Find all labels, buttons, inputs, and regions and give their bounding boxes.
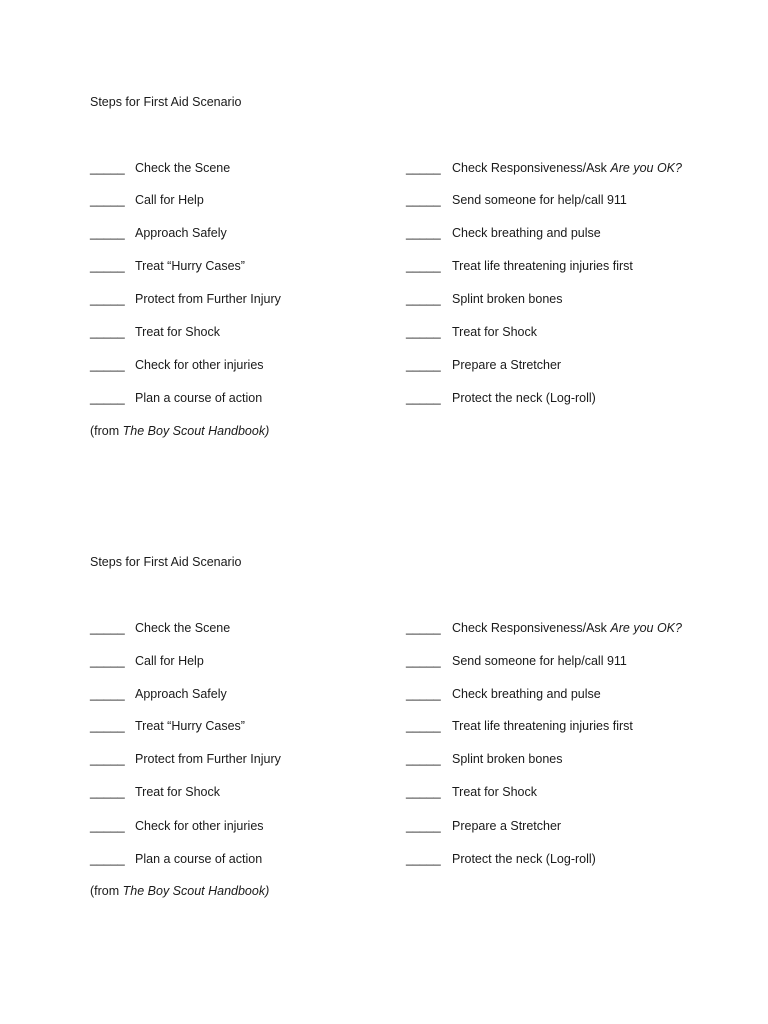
step-label: Protect from Further Injury [135,752,281,766]
source-prefix: (from [90,884,123,898]
step-label: Approach Safely [135,226,227,240]
step-text: Check Responsiveness/Ask [452,161,611,175]
answer-blank: _____ [406,654,441,668]
step-label: Treat for Shock [452,785,537,799]
step-label: Plan a course of action [135,391,263,405]
step-text-italic: Are you OK? [610,161,682,175]
answer-blank: _____ [406,719,441,733]
step-label: Splint broken bones [452,292,563,306]
step-label: Send someone for help/call 911 [452,654,627,668]
step-label: Treat life threatening injuries first [452,719,633,733]
step-label: Approach Safely [135,687,227,701]
step-text-italic: Are you OK? [610,621,682,635]
step-label: Plan a course of action [135,852,263,866]
step-label: Check the Scene [135,621,231,635]
step-label: Splint broken bones [452,752,563,766]
step-text: Check Responsiveness/Ask [452,621,611,635]
answer-blank: _____ [90,292,125,306]
answer-blank: _____ [90,852,125,866]
step-label: Treat “Hurry Cases” [135,719,245,733]
step-label: Treat for Shock [135,785,220,799]
step-label [452,160,682,176]
step-label: Prepare a Stretcher [452,358,562,372]
answer-blank: _____ [90,621,125,635]
step-label: Treat life threatening injuries first [452,259,633,273]
source-citation [90,423,269,439]
step-label: Treat for Shock [452,325,537,339]
answer-blank: _____ [90,358,125,372]
answer-blank: _____ [406,621,441,635]
step-label: Protect from Further Injury [135,292,281,306]
answer-blank: _____ [90,687,125,701]
step-label: Check breathing and pulse [452,687,601,701]
step-label: Call for Help [135,193,204,207]
answer-blank: _____ [406,193,441,207]
answer-blank: _____ [406,687,441,701]
answer-blank: _____ [90,161,125,175]
section-title: Steps for First Aid Scenario [90,555,242,569]
source-book-title: The Boy Scout Handbook) [122,884,270,898]
answer-blank: _____ [406,785,441,799]
answer-blank: _____ [406,391,441,405]
step-label: Protect the neck (Log-roll) [452,391,596,405]
answer-blank: _____ [90,325,125,339]
step-label: Treat for Shock [135,325,220,339]
section-title: Steps for First Aid Scenario [90,95,242,109]
answer-blank: _____ [90,752,125,766]
answer-blank: _____ [406,226,441,240]
step-label: Prepare a Stretcher [452,819,562,833]
step-label: Protect the neck (Log-roll) [452,852,596,866]
source-book-title: The Boy Scout Handbook) [122,424,270,438]
answer-blank: _____ [406,325,441,339]
answer-blank: _____ [406,358,441,372]
step-label: Treat “Hurry Cases” [135,259,245,273]
answer-blank: _____ [90,226,125,240]
source-citation [90,883,269,899]
answer-blank: _____ [406,752,441,766]
answer-blank: _____ [90,654,125,668]
answer-blank: _____ [90,391,125,405]
answer-blank: _____ [90,785,125,799]
answer-blank: _____ [406,292,441,306]
answer-blank: _____ [406,161,441,175]
answer-blank: _____ [406,259,441,273]
answer-blank: _____ [406,819,441,833]
step-label: Check the Scene [135,161,231,175]
step-label: Check for other injuries [135,358,264,372]
step-label: Call for Help [135,654,204,668]
step-label [452,620,682,636]
answer-blank: _____ [90,193,125,207]
step-label: Send someone for help/call 911 [452,193,627,207]
answer-blank: _____ [90,719,125,733]
source-prefix: (from [90,424,123,438]
answer-blank: _____ [90,819,125,833]
step-label: Check breathing and pulse [452,226,601,240]
answer-blank: _____ [406,852,441,866]
step-label: Check for other injuries [135,819,264,833]
answer-blank: _____ [90,259,125,273]
